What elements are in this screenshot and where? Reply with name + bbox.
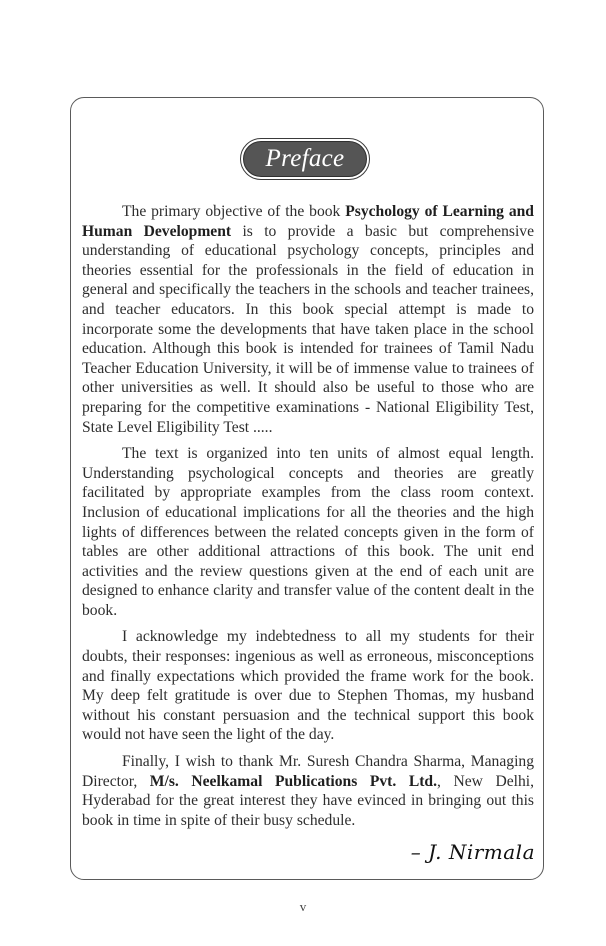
paragraph-thanks (82, 752, 534, 830)
page-number: v (299, 899, 307, 914)
text-segment: The primary objective of the book (122, 203, 346, 220)
paragraph-objective (82, 202, 534, 437)
text-segment: , New Delhi, Hyderabad for the great interest they have evinced in bringing out this book in time in spite of their busy schedule. (82, 772, 535, 829)
preface-body (82, 202, 534, 837)
heading-pill (243, 141, 367, 177)
paragraph-organization (82, 444, 534, 620)
author-signature: – J. Nirmala (410, 840, 535, 864)
book-title-bold: Psychology of Learning and Human Development (82, 203, 534, 240)
heading-badge (240, 138, 370, 180)
text-segment: Finally, I wish to thank Mr. Suresh Chandra Sharma, Managing Director, (82, 753, 534, 790)
text-segment: The text is organized into ten units of almost equal length. Understanding psychological concepts and theories are greatly facilitated by appropriate examples from the class room context. Inclusion of educational implications for all the theories and the high lights of differences between the related concepts given in the form of tables are other additional attractions of this book. The unit end activities and the review questions given at the end of each unit are designed to enhance clarity and transfer value of the content dealt in the book. (82, 445, 534, 619)
paragraph-acknowledgement (82, 627, 534, 745)
text-segment: I acknowledge my indebtedness to all my students for their doubts, their responses: ingenious as well as erroneous, misconceptions and finally expectations which provided the frame work for the book. My deep felt gratitude is over due to Stephen Thomas, my husband without his constant persuasion and the technical support this book would not have seen the light of the day. (82, 628, 534, 744)
page-title: Preface (265, 145, 345, 172)
text-segment: is to provide a basic but comprehensive understanding of educational psychology concepts, principles and theories essential for the professionals in the field of education in general and specifically the teachers in the schools and teacher trainees, and teacher educators. In this book special attempt is made to incorporate some the developments that have taken place in the school education. Although this book is intended for trainees of Tamil Nadu Teacher Education University, it will be of immense value to trainees of other universities as well. It should also be useful to those who are preparing for the competitive examinations - National Eligibility Test, State Level Eligibility Test ..... (82, 222, 534, 436)
publisher-name-bold: M/s. Neelkamal Publications Pvt. Ltd. (149, 772, 437, 790)
